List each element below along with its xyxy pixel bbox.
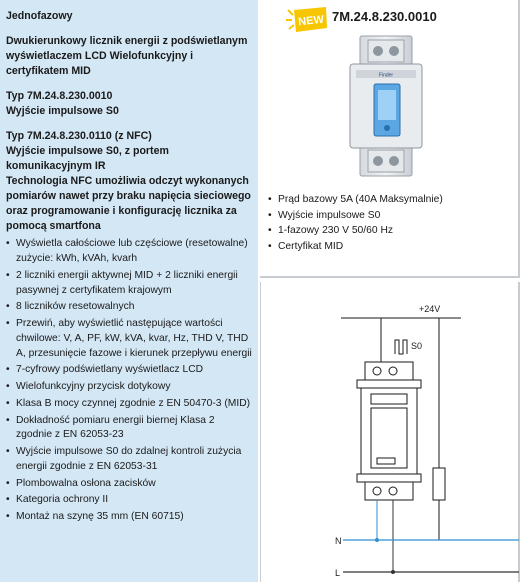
type1-output: Wyjście impulsowe S0 bbox=[6, 105, 119, 117]
section-heading: Jednofazowy bbox=[6, 10, 73, 22]
spec-item: • 1-fazowy 230 V 50/60 Hz bbox=[268, 223, 513, 239]
feature-item: • Dokładność pomiaru energii biernej Klasa 2 zgodnie z EN 62053-23 bbox=[6, 414, 252, 444]
load-symbol bbox=[433, 468, 445, 500]
wiring-diagram-svg bbox=[261, 282, 519, 582]
model-number: 7M.24.8.230.0010 bbox=[332, 9, 437, 24]
badge-label: NEW bbox=[297, 13, 325, 29]
energy-meter-image bbox=[340, 32, 432, 180]
spec-item: • Certyfikat MID bbox=[268, 239, 513, 255]
supply-label: +24V bbox=[419, 304, 441, 314]
wiring-diagram bbox=[260, 282, 520, 582]
spec-item: • Prąd bazowy 5A (40A Maksymalnie) bbox=[268, 192, 513, 208]
product-description: Dwukierunkowy licznik energii z podświetlanym wyświetlaczem LCD Wielofunkcyjny i certyfikatem MID bbox=[6, 35, 248, 77]
line-label: L bbox=[335, 568, 341, 578]
burst-icon bbox=[286, 10, 294, 29]
feature-item: • 2 liczniki energii aktywnej MID + 2 liczniki energii pasywnej z certyfikatem krajowym bbox=[6, 269, 252, 299]
feature-item: • Plombowalna osłona zacisków bbox=[6, 477, 252, 492]
product-panel bbox=[260, 0, 520, 278]
neutral-label: N bbox=[335, 536, 342, 546]
feature-item: • Klasa B mocy czynnej zgodnie z EN 50470-3 (MID) bbox=[6, 397, 252, 412]
meter-symbol bbox=[357, 362, 421, 500]
feature-item: • 7-cyfrowy podświetlany wyświetlacz LCD bbox=[6, 363, 252, 378]
feature-item: • Wyświetla całościowe lub częściowe (resetowalne) zużycie: kWh, kVAh, kvarh bbox=[6, 237, 252, 267]
neutral-node bbox=[375, 538, 379, 542]
spec-list bbox=[268, 192, 513, 254]
feature-item: • 8 liczników resetowalnych bbox=[6, 300, 252, 315]
type1-code: Typ 7M.24.8.230.0010 bbox=[6, 90, 113, 102]
type2-output: Wyjście impulsowe S0, z portem komunikacyjnym IR bbox=[6, 145, 169, 172]
feature-item: • Wielofunkcyjny przycisk dotykowy bbox=[6, 380, 252, 395]
feature-item: • Kategoria ochrony II bbox=[6, 493, 252, 508]
type2-code: Typ 7M.24.8.230.0110 (z NFC) bbox=[6, 130, 152, 142]
pulse-icon bbox=[395, 340, 407, 354]
line-node bbox=[391, 570, 395, 574]
spec-item: • Wyjście impulsowe S0 bbox=[268, 208, 513, 224]
feature-list bbox=[6, 237, 252, 525]
left-info-panel bbox=[0, 0, 258, 582]
feature-item: • Przewiń, aby wyświetlić następujące wartości chwilowe: V, A, PF, kW, kVA, kvar, Hz, THD V, THD A, przesunięcie fazowe i kierunek przepływu energii bbox=[6, 317, 252, 362]
feature-item: • Montaż na szynę 35 mm (EN 60715) bbox=[6, 510, 252, 525]
new-badge bbox=[286, 6, 328, 34]
device-brand: Finder bbox=[378, 72, 394, 79]
nfc-description: Technologia NFC umożliwia odczyt wykonanych pomiarów nawet przy braku napięcia sieciowego oraz programowanie i konfigurację licznika za pomocą smartfona bbox=[6, 175, 251, 232]
pulse-label: S0 bbox=[411, 341, 423, 351]
feature-item: • Wyjście impulsowe S0 do zdalnej kontroli zużycia energii zgodnie z EN 62053-31 bbox=[6, 445, 252, 475]
